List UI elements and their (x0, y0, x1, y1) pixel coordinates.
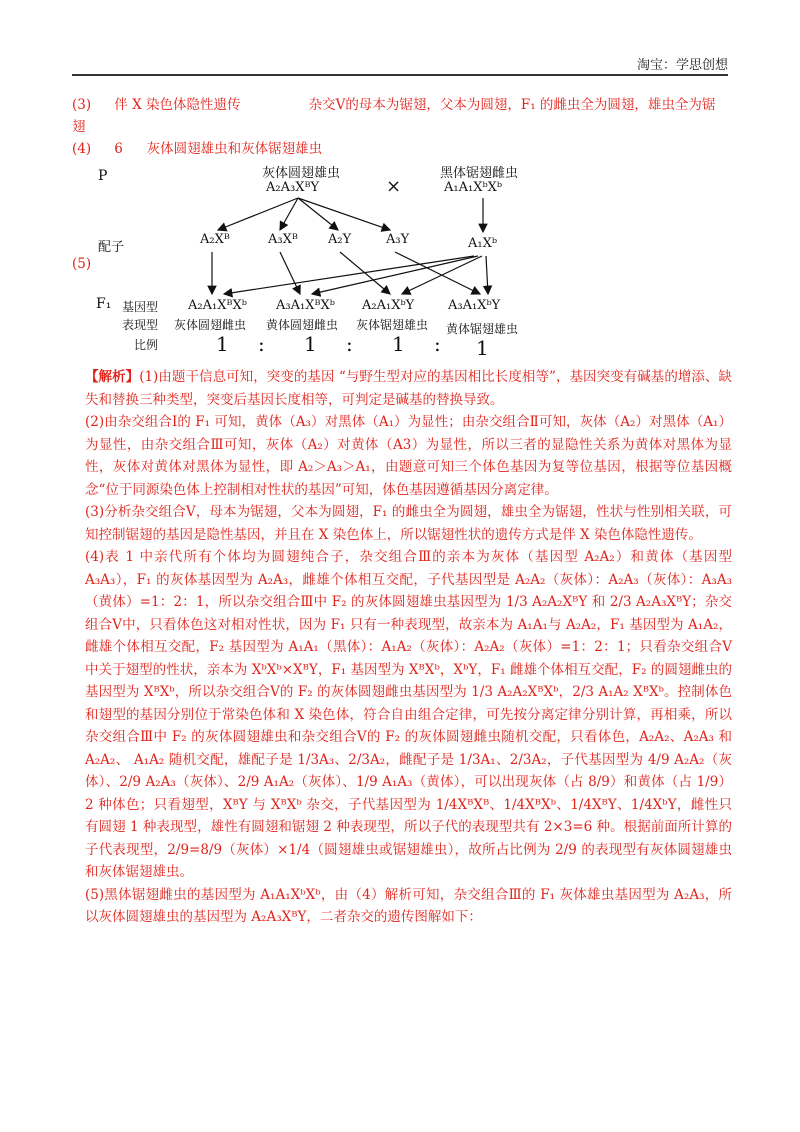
arrow-male-to-gamete-1 (218, 198, 298, 230)
answer-5-label: (5) (72, 256, 92, 272)
male-gamete-4: A₃Y (386, 232, 410, 247)
analysis-paragraph-1 (72, 366, 732, 411)
header-rule (72, 74, 728, 76)
genetic-cross-diagram (90, 160, 550, 360)
ratio-separator-3: : (434, 332, 441, 356)
answer-4-number: 6 (114, 141, 123, 157)
analysis-paragraph-3: (3)分析杂交组合Ⅴ，母本为锯翅，父本为圆翅，F₁ 的雌虫全为圆翅，雄虫全为锯翅，性状与性别相关联，可知控制锯翅的基因是隐性基因，并且在 X 染色体上，所以锯翅性状的遗传方式是伴 X 染色体隐性遗传。 (85, 504, 732, 543)
ratio-separator-1: : (258, 332, 265, 356)
answer-4-line (72, 140, 322, 158)
f1-phenotype-2: 黄体圆翅雌虫 (266, 318, 339, 332)
f1-genotype-3: A₂A₁XᵇY (362, 298, 415, 313)
f1-phenotype-3: 灰体锯翅雄虫 (356, 318, 429, 332)
answer-4-label: (4) (72, 141, 92, 157)
ratio-separator-2: : (346, 332, 353, 356)
arrow-male-to-gamete-4 (298, 198, 390, 230)
female-parent-phenotype: 黑体锯翅雌虫 (440, 166, 519, 181)
analysis-paragraph-4: (4)表 1 中亲代所有个体均为圆翅纯合子，杂交组合Ⅲ的亲本为灰体（基因型 A₂A₂）和黄体（基因型 A₃A₃），F₁ 的灰体基因型为 A₂A₃，雌雄个体相互交配，子代基因型是 A₂A₂（灰体）：A₂A₃（灰体）：A₃A₃（黄体）=1：2：1，所以杂交组合Ⅲ中 F₂ 的灰体圆翅雄虫基因型为 1/3 A₂A₂XᴮY 和 2/3 A₂A₃XᴮY；杂交组合Ⅴ中，只看体色这对相对性状，因为 F₁ 只有一种表现型，故亲本为 A₁A₁与 A₂A₂，F₁ 基因型为 A₁A₂，雌雄个体相互交配，F₂ 基因型为 A₁A₁（黑体）：A₁A₂（灰体）：A₂A₂（灰体）=1：2：1；只看杂交组合Ⅴ中关于翅型的性状，亲本为 XᵇXᵇ×XᴮY，F₁ 基因型为 XᴮXᵇ，XᵇY，F₁ 雌雄个体相互交配，F₂ 的圆翅雌虫的基因型为 XᴮXᵇ，所以杂交组合Ⅴ的 F₂ 的灰体圆翅雌虫基因型为 1/3 A₂A₂XᴮXᵇ，2/3 A₁A₂ XᴮXᵇ。控制体色和翅型的基因分别位于常染色体和 X 染色体，符合自由组合定律，可先按分离定律分别计算，再相乘，所以杂交组合Ⅲ中 F₂ 的灰体圆翅雄虫和杂交组合Ⅴ的 F₂ 的灰体圆翅雌虫随机交配，只看体色，A₂A₂、A₂A₃ 和 A₂A₂、 A₁A₂ 随机交配，雄配子是 1/3A₃、2/3A₂，雌配子是 1/3A₁、2/3A₂，子代基因型为 4/9 A₂A₂（灰体）、2/9 A₂A₃（灰体）、2/9 A₁A₂（灰体）、1/9 A₁A₃（黄体），可以出现灰体（占 8/9）和黄体（占 1/9）2 种体色；只看翅型，XᴮY 与 XᴮXᵇ 杂交，子代基因型为 1/4XᴮXᴮ、1/4XᴮXᵇ、1/4XᴮY、1/4XᵇY，雌性只有圆翅 1 种表现型，雄性有圆翅和锯翅 2 种表现型，所以子代的表现型共有 2×3=6 种。根据前面所计算的子代表现型，2/9=8/9（灰体）×1/4（圆翅雄虫或锯翅雄虫），故所占比例为 2/9 的表现型有灰体圆翅雄虫和灰体锯翅雄虫。 (85, 549, 732, 880)
f1-genotype-2: A₃A₁XᴮXᵇ (276, 298, 335, 313)
f1-phenotype-1: 灰体圆翅雌虫 (174, 318, 247, 332)
female-parent-genotype: A₁A₁XᵇXᵇ (444, 180, 503, 195)
gamete-row-label: 配子 (98, 240, 125, 255)
ratio-value-2: 1 (304, 332, 317, 356)
male-parent-genotype: A₂A₃XᴮY (266, 180, 320, 195)
answer-4-text: 灰体圆翅雄虫和灰体锯翅雄虫 (146, 141, 323, 157)
phenotype-row-label: 表现型 (122, 318, 159, 332)
parent-label: P (98, 168, 108, 184)
ratio-row-label: 比例 (134, 338, 159, 352)
male-gamete-2: A₃Xᴮ (268, 232, 298, 247)
answer-3-detail: 杂交Ⅴ的母本为锯翅，父本为圆翅，F₁ 的雌虫全为圆翅，雄虫全为锯 (308, 97, 716, 113)
male-gamete-1: A₂Xᴮ (200, 232, 230, 247)
analysis-paragraph-5: (5)黑体锯翅雌虫的基因型为 A₁A₁XᵇXᵇ，由（4）解析可知，杂交组合Ⅲ的 F₁ 灰体雄虫基因型为 A₂A₃，所以灰体圆翅雄虫的基因型为 A₂A₃XᴮY，二者杂交的遗传图解如下： (85, 886, 732, 925)
ratio-value-3: 1 (392, 332, 405, 356)
analysis-section (72, 366, 732, 929)
arrow-male-to-gamete-2 (280, 198, 298, 230)
ratio-value-4: 1 (476, 336, 489, 360)
analysis-paragraph-1-text: (1)由题干信息可知，突变的基因 “与野生型对应的基因相比长度相等”，基因突变有碱基的增添、缺失和替换三种类型，突变后基因长度相等，可判定是碱基的替换导致。 (85, 369, 733, 408)
male-parent-phenotype: 灰体圆翅雄虫 (262, 166, 341, 181)
arrow-gamete2-to-f1-2 (280, 252, 300, 294)
answer-3-label: (3) (72, 97, 92, 113)
analysis-tag: 【解析】 (85, 369, 140, 385)
f1-label: F₁ (96, 296, 112, 312)
arrow-female-to-f1-4 (486, 256, 488, 294)
arrow-male-to-gamete-3 (298, 198, 338, 230)
answer-3-line (72, 96, 715, 114)
f1-phenotype-4: 黄体锯翅雄虫 (446, 322, 519, 336)
arrow-female-to-f1-2 (312, 256, 478, 294)
header-label: 淘宝：学思创想 (636, 58, 728, 73)
female-gamete: A₁Xᵇ (468, 236, 498, 251)
cross-symbol: × (386, 176, 402, 197)
f1-genotype-1: A₂A₁XᴮXᵇ (188, 298, 247, 313)
ratio-value-1: 1 (216, 332, 229, 356)
answer-3-detail-continued: 翅 (72, 119, 86, 135)
analysis-paragraph-2: (2)由杂交组合Ⅰ的 F₁ 可知，黄体（A₃）对黑体（A₁）为显性；由杂交组合Ⅱ可知，灰体（A₂）对黑体（A₁）为显性，由杂交组合Ⅲ可知，灰体（A₂）对黄体（A3）为显性，所以三者的显隐性关系为黄体对黑体为显性，灰体对黄体对黑体为显性，即 A₂＞A₃＞A₁，由题意可知三个体色基因为复等位基因，根据等位基因概念“位于同源染色体上控制相对性状的基因”可知，体色基因遵循基因分离定律。 (85, 414, 732, 498)
answer-3-text: 伴 X 染色体隐性遗传 (114, 97, 241, 113)
male-gamete-3: A₂Y (328, 232, 352, 247)
f1-genotype-4: A₃A₁XᵇY (448, 298, 501, 313)
arrow-female-to-f1-1 (224, 256, 474, 294)
genotype-row-label: 基因型 (122, 300, 159, 314)
